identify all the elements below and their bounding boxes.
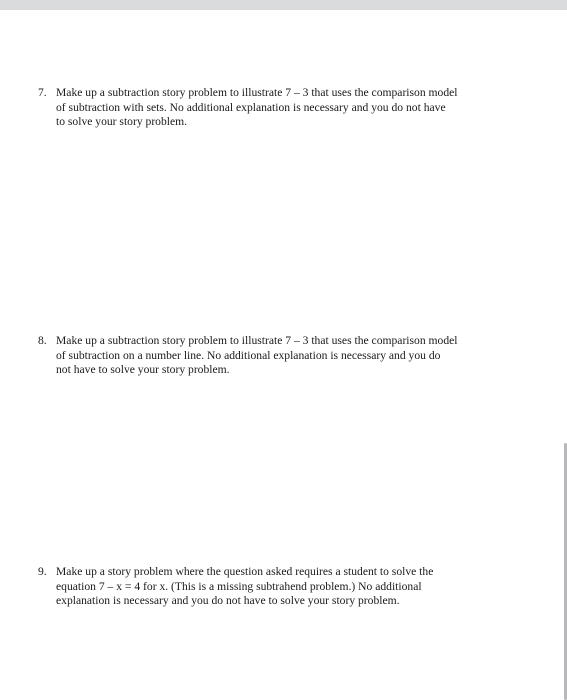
question-number: 7.: [38, 86, 47, 99]
question-text: [56, 86, 498, 130]
question-7: [38, 86, 498, 130]
question-line: equation 7 – x = 4 for x. (This is a missing subtrahend problem.) No additional: [56, 579, 422, 593]
question-line: not have to solve your story problem.: [56, 363, 230, 377]
question-number: 9.: [38, 565, 47, 578]
question-line: of subtraction with sets. No additional explanation is necessary and you do not have: [56, 100, 446, 114]
question-line: Make up a subtraction story problem to illustrate 7 – 3 that uses the comparison model: [56, 86, 458, 99]
question-text: [56, 565, 498, 609]
viewer-top-bar: [0, 0, 567, 10]
question-line: explanation is necessary and you do not have to solve your story problem.: [56, 594, 400, 608]
question-line: of subtraction on a number line. No additional explanation is necessary and you do: [56, 348, 441, 362]
question-line: Make up a story problem where the question asked requires a student to solve the: [56, 565, 434, 578]
question-line: Make up a subtraction story problem to illustrate 7 – 3 that uses the comparison model: [56, 334, 458, 347]
question-number: 8.: [38, 334, 47, 347]
question-9: [38, 565, 498, 609]
question-text: [56, 334, 498, 378]
question-8: [38, 334, 498, 378]
question-line: to solve your story problem.: [56, 115, 188, 129]
